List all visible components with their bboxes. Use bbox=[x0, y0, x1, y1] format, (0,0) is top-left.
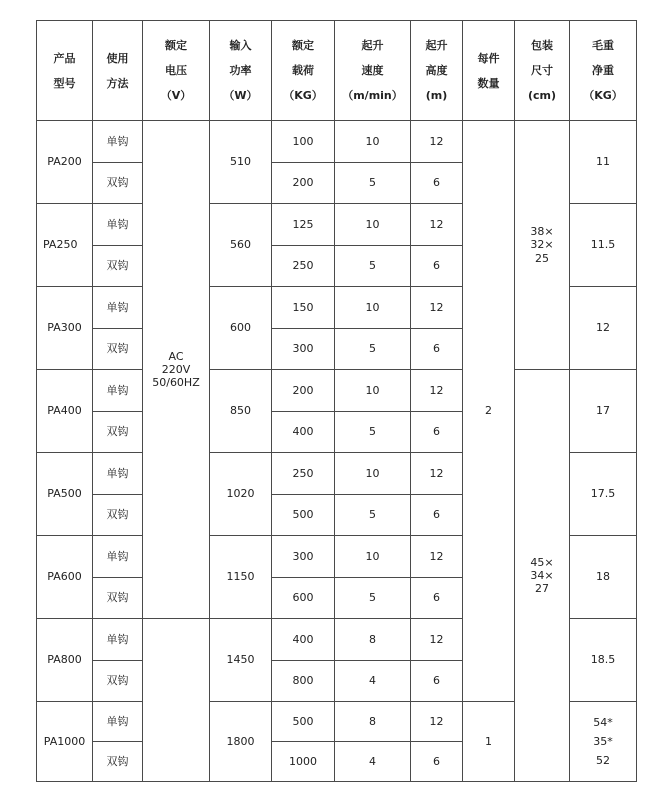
load-cell: 500 bbox=[272, 702, 335, 742]
header-weight: 毛重 净重 （KG） bbox=[570, 21, 637, 121]
speed-cell: 4 bbox=[335, 742, 411, 782]
power-cell: 1150 bbox=[210, 536, 272, 619]
load-cell: 400 bbox=[272, 411, 335, 453]
load-cell: 200 bbox=[272, 162, 335, 204]
header-voltage: 额定 电压 （V） bbox=[143, 21, 210, 121]
weight-cell: 12 bbox=[570, 287, 637, 370]
usage-cell: 双钩 bbox=[93, 328, 143, 370]
model-cell: PA600 bbox=[37, 536, 93, 619]
speed-cell: 10 bbox=[335, 121, 411, 163]
qty-cell: 1 bbox=[463, 702, 515, 782]
model-cell: PA800 bbox=[37, 619, 93, 702]
power-cell: 510 bbox=[210, 121, 272, 204]
power-cell: 1450 bbox=[210, 619, 272, 702]
usage-cell: 单钩 bbox=[93, 121, 143, 163]
height-cell: 12 bbox=[411, 453, 463, 495]
speed-cell: 5 bbox=[335, 494, 411, 536]
height-cell: 6 bbox=[411, 245, 463, 287]
usage-cell: 单钩 bbox=[93, 370, 143, 412]
load-cell: 600 bbox=[272, 577, 335, 619]
speed-cell: 8 bbox=[335, 702, 411, 742]
power-cell: 600 bbox=[210, 287, 272, 370]
speed-cell: 5 bbox=[335, 577, 411, 619]
usage-cell: 单钩 bbox=[93, 204, 143, 246]
height-cell: 6 bbox=[411, 660, 463, 702]
weight-cell: 18 bbox=[570, 536, 637, 619]
speed-cell: 10 bbox=[335, 536, 411, 578]
load-cell: 250 bbox=[272, 245, 335, 287]
header-pack: 包装 尺寸 (cm) bbox=[515, 21, 570, 121]
weight-cell: 17.5 bbox=[570, 453, 637, 536]
header-speed: 起升 速度 （m/min） bbox=[335, 21, 411, 121]
speed-cell: 10 bbox=[335, 453, 411, 495]
height-cell: 6 bbox=[411, 494, 463, 536]
load-cell: 100 bbox=[272, 121, 335, 163]
usage-cell: 双钩 bbox=[93, 660, 143, 702]
usage-cell: 双钩 bbox=[93, 162, 143, 204]
weight-cell: 11.5 bbox=[570, 204, 637, 287]
table-row bbox=[37, 121, 637, 163]
usage-cell: 单钩 bbox=[93, 287, 143, 329]
usage-cell: 双钩 bbox=[93, 245, 143, 287]
usage-cell: 单钩 bbox=[93, 453, 143, 495]
model-cell: PA500 bbox=[37, 453, 93, 536]
weight-cell: 18.5 bbox=[570, 619, 637, 702]
weight-cell: 17 bbox=[570, 370, 637, 453]
speed-cell: 10 bbox=[335, 287, 411, 329]
table-row bbox=[37, 370, 637, 412]
usage-cell: 双钩 bbox=[93, 577, 143, 619]
height-cell: 6 bbox=[411, 577, 463, 619]
power-cell: 1800 bbox=[210, 702, 272, 782]
height-cell: 12 bbox=[411, 287, 463, 329]
speed-cell: 10 bbox=[335, 204, 411, 246]
header-height: 起升 高度 (m) bbox=[411, 21, 463, 121]
spec-table bbox=[36, 20, 637, 782]
load-cell: 800 bbox=[272, 660, 335, 702]
model-cell: PA250 bbox=[37, 204, 93, 287]
model-cell: PA200 bbox=[37, 121, 93, 204]
height-cell: 12 bbox=[411, 536, 463, 578]
header-usage: 使用 方法 bbox=[93, 21, 143, 121]
pack-cell: 38× 32× 25 bbox=[515, 121, 570, 370]
usage-cell: 双钩 bbox=[93, 494, 143, 536]
speed-cell: 5 bbox=[335, 245, 411, 287]
load-cell: 150 bbox=[272, 287, 335, 329]
header-qty: 每件 数量 bbox=[463, 21, 515, 121]
load-cell: 250 bbox=[272, 453, 335, 495]
height-cell: 12 bbox=[411, 619, 463, 661]
height-cell: 12 bbox=[411, 121, 463, 163]
speed-cell: 10 bbox=[335, 370, 411, 412]
load-cell: 500 bbox=[272, 494, 335, 536]
pack-cell: 45× 34× 27 bbox=[515, 370, 570, 782]
usage-cell: 双钩 bbox=[93, 742, 143, 782]
usage-cell: 双钩 bbox=[93, 411, 143, 453]
height-cell: 6 bbox=[411, 162, 463, 204]
power-cell: 560 bbox=[210, 204, 272, 287]
load-cell: 1000 bbox=[272, 742, 335, 782]
header-power: 输入 功率 （W） bbox=[210, 21, 272, 121]
weight-cell: 11 bbox=[570, 121, 637, 204]
load-cell: 300 bbox=[272, 536, 335, 578]
speed-cell: 4 bbox=[335, 660, 411, 702]
power-cell: 850 bbox=[210, 370, 272, 453]
height-cell: 12 bbox=[411, 702, 463, 742]
height-cell: 6 bbox=[411, 411, 463, 453]
load-cell: 300 bbox=[272, 328, 335, 370]
load-cell: 400 bbox=[272, 619, 335, 661]
model-cell: PA400 bbox=[37, 370, 93, 453]
height-cell: 6 bbox=[411, 742, 463, 782]
speed-cell: 5 bbox=[335, 328, 411, 370]
load-cell: 125 bbox=[272, 204, 335, 246]
voltage-cell-blank bbox=[143, 619, 210, 782]
usage-cell: 单钩 bbox=[93, 536, 143, 578]
pack-cell: 54* 35* 52 bbox=[570, 702, 637, 782]
voltage-cell: AC 220V 50/60HZ bbox=[143, 121, 210, 619]
speed-cell: 8 bbox=[335, 619, 411, 661]
power-cell: 1020 bbox=[210, 453, 272, 536]
height-cell: 12 bbox=[411, 370, 463, 412]
usage-cell: 单钩 bbox=[93, 702, 143, 742]
height-cell: 6 bbox=[411, 328, 463, 370]
header-load: 额定 载荷 （KG） bbox=[272, 21, 335, 121]
usage-cell: 单钩 bbox=[93, 619, 143, 661]
load-cell: 200 bbox=[272, 370, 335, 412]
qty-cell: 2 bbox=[463, 121, 515, 702]
speed-cell: 5 bbox=[335, 411, 411, 453]
header-row bbox=[37, 21, 637, 121]
height-cell: 12 bbox=[411, 204, 463, 246]
header-model: 产品 型号 bbox=[37, 21, 93, 121]
model-cell: PA300 bbox=[37, 287, 93, 370]
speed-cell: 5 bbox=[335, 162, 411, 204]
model-cell: PA1000 bbox=[37, 702, 93, 782]
